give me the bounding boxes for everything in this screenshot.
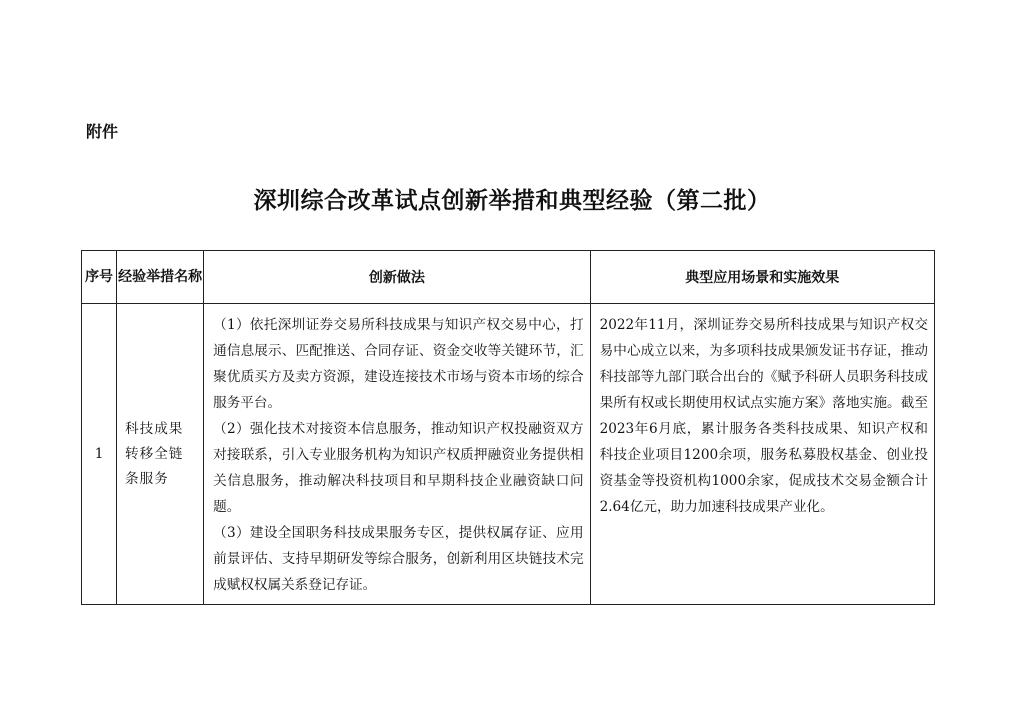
row-methods: [204, 304, 590, 605]
table-header-row: [82, 251, 935, 304]
table-row: [82, 304, 935, 605]
header-name: 经验举措名称: [117, 251, 204, 304]
row-effect: 2022年11月，深圳证券交易所科技成果与知识产权交易中心成立以来，为多项科技成果颁发证书存证，推动科技部等九部门联合出台的《赋予科研人员职务科技成果所有权或长期使用权试点实施方案》落地实施。截至2023年6月底，累计服务各类科技成果、知识产权和科技企业项目1200余项，服务私募股权基金、创业投资基金等投资机构1000余家，促成技术交易金额合计2.64亿元，助力加速科技成果产业化。: [590, 304, 934, 605]
document-title: 深圳综合改革试点创新举措和典型经验（第二批）: [253, 187, 771, 214]
header-method: 创新做法: [204, 251, 590, 304]
measures-table: [81, 250, 935, 605]
header-seq: 序号: [82, 251, 117, 304]
method-item: （3）建设全国职务科技成果服务专区，提供权属存证、应用前景评估、支持早期研发等综合服务，创新利用区块链技术完成赋权权属关系登记存证。: [213, 525, 584, 593]
header-effect: 典型应用场景和实施效果: [590, 251, 934, 304]
method-item: （2）强化技术对接资本信息服务，推动知识产权投融资双方对接联系，引入专业服务机构为知识产权质押融资业务提供相关信息服务，推动解决科技项目和早期科技企业融资缺口问题。: [213, 421, 584, 515]
method-item: （1）依托深圳证券交易所科技成果与知识产权交易中心，打通信息展示、匹配推送、合同存证、资金交收等关键环节，汇聚优质买方及卖方资源，建设连接技术市场与资本市场的综合服务平台。: [213, 317, 584, 411]
row-seq: 1: [82, 304, 117, 605]
attachment-label: 附件: [86, 122, 119, 141]
row-name: 科技成果转移全链条服务: [117, 304, 204, 605]
